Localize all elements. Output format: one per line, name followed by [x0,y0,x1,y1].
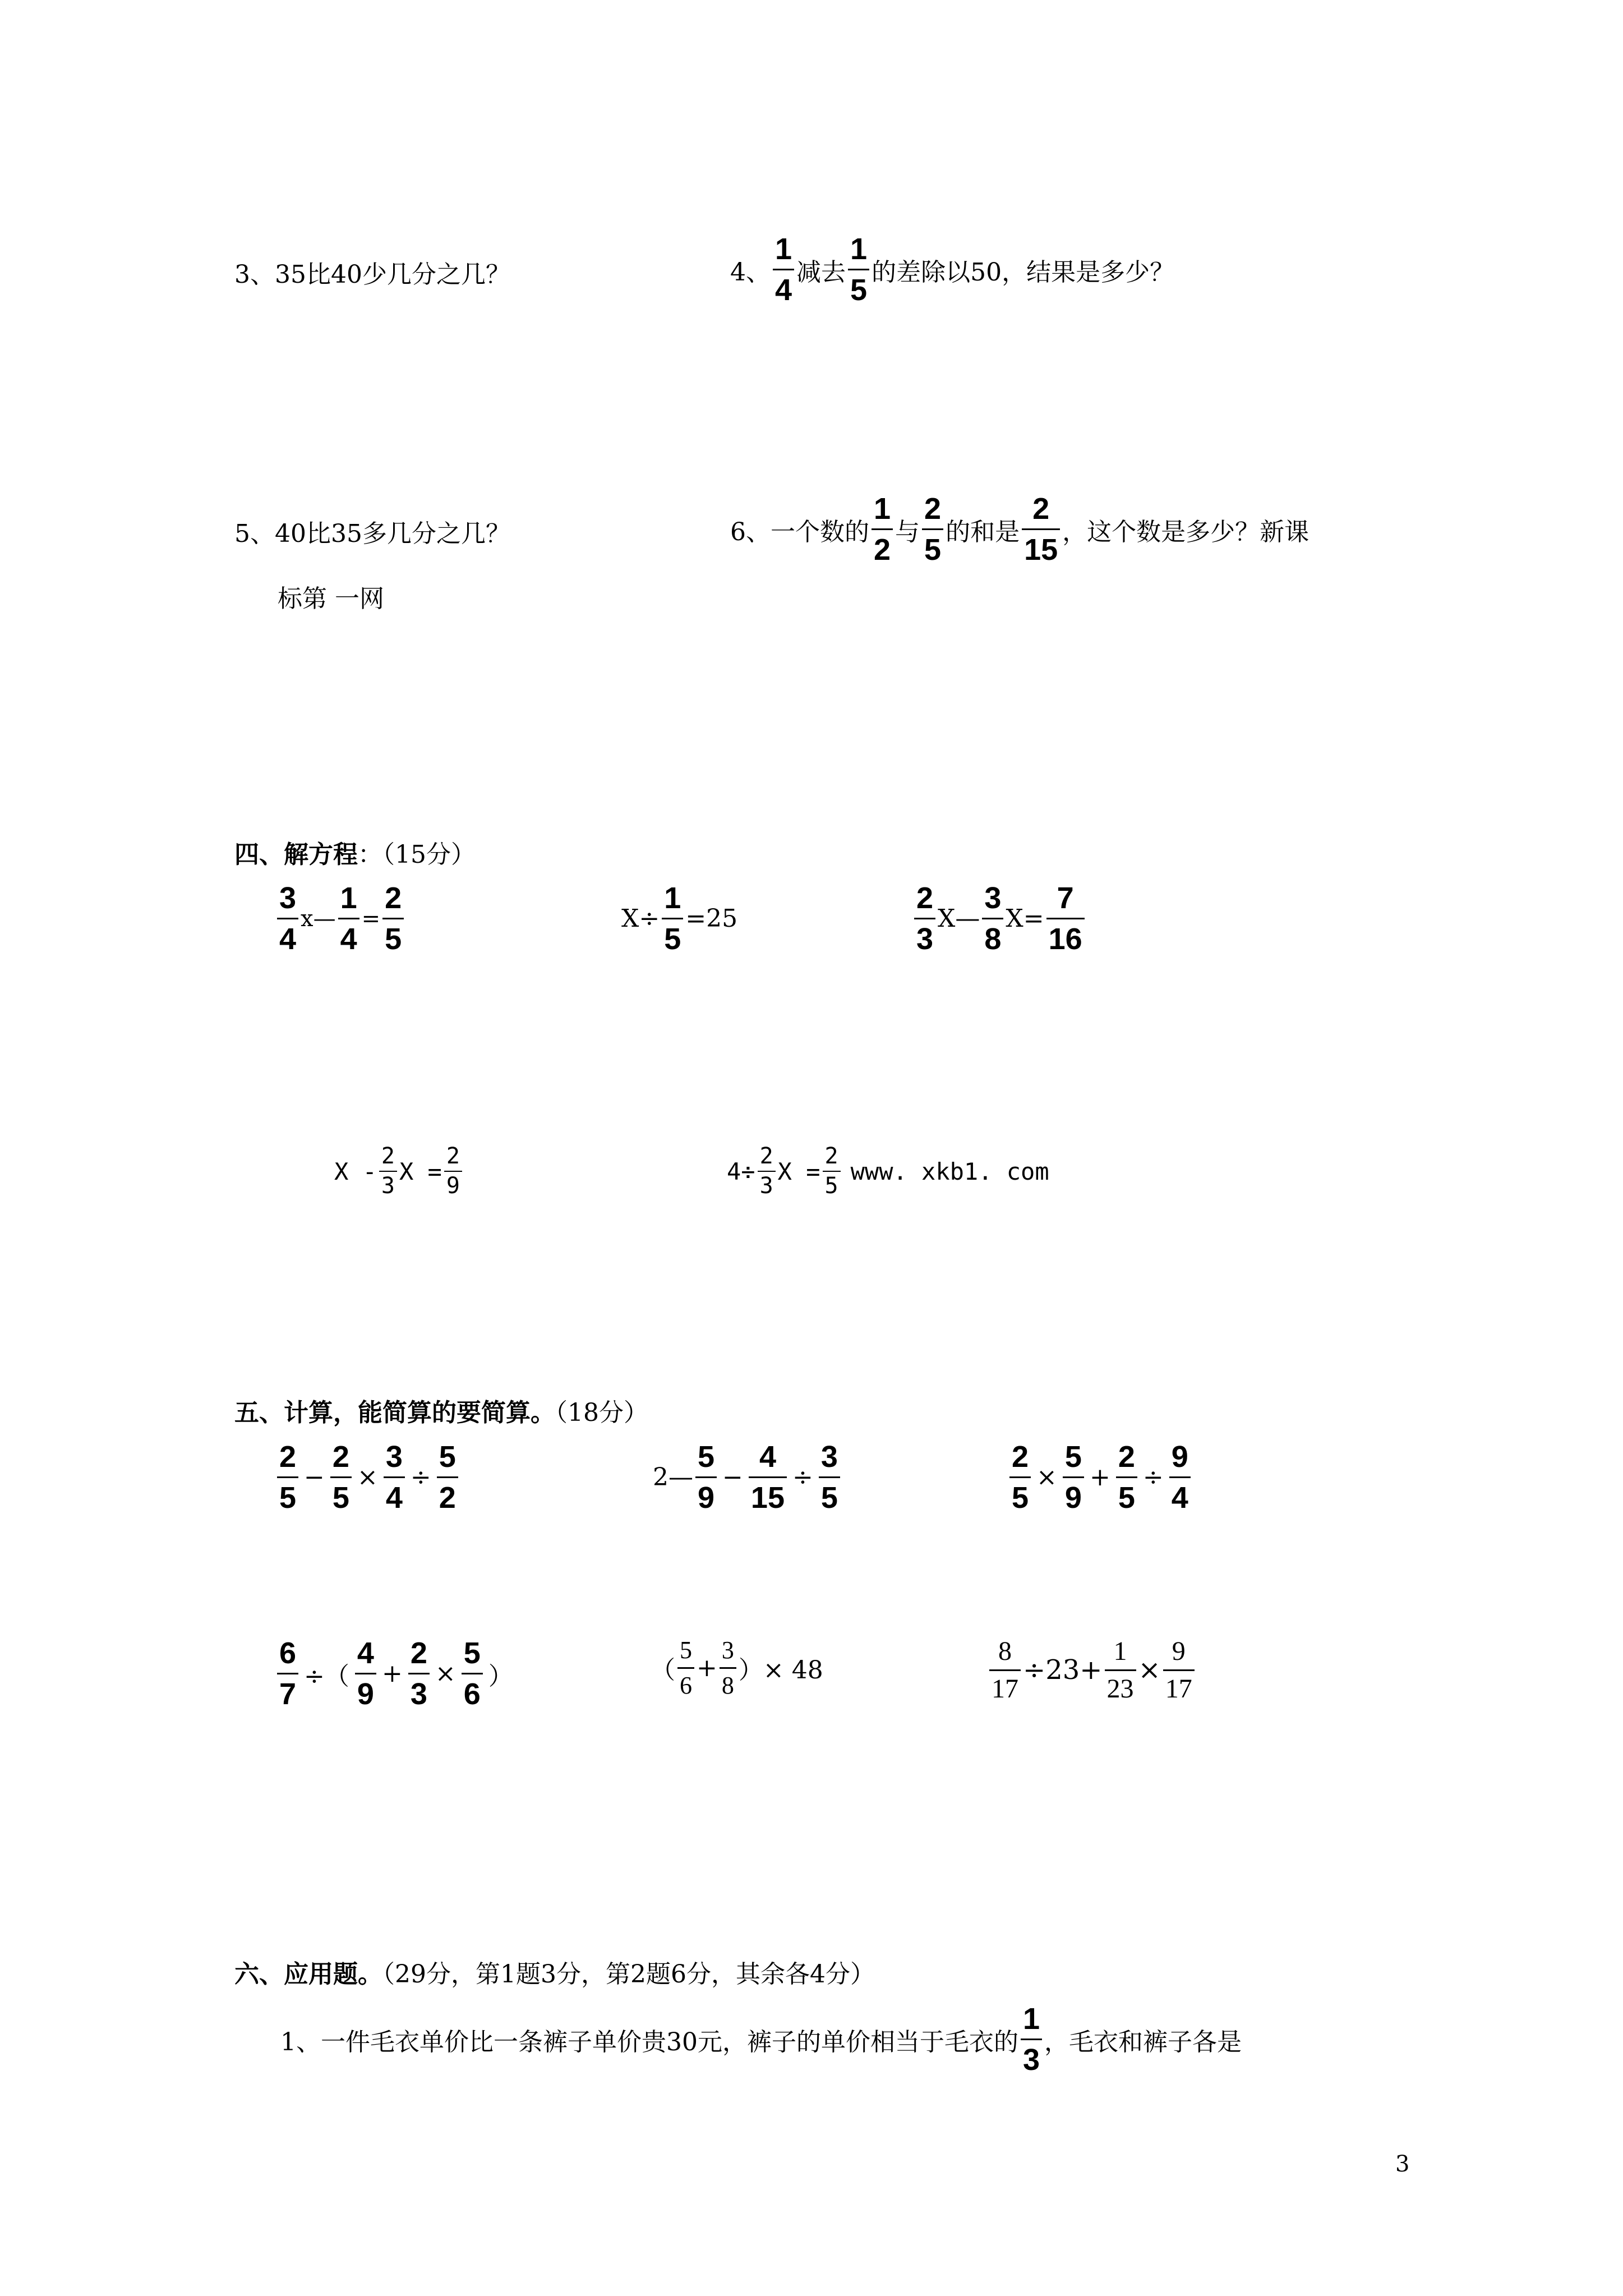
numerator: 2 [759,1143,773,1169]
numerator: 2 [1032,492,1050,526]
calc-4 [275,1637,517,1711]
question-6 [730,493,1309,567]
fraction [379,1144,397,1198]
fraction-bar [773,269,794,270]
text-segment: X = [399,1157,442,1185]
operator: ） [488,1662,513,1691]
numerator: 2 [1118,1440,1135,1474]
text-segment: 1、一件毛衣单价比一条裤子单价贵30元，裤子的单价相当于毛衣的 [280,2027,1018,2056]
operator: × [357,1463,378,1492]
equation-2 [621,882,737,956]
watermark-url: www. xkb1. com [850,1157,1049,1185]
numerator: 5 [1064,1440,1082,1474]
fraction-bar [277,918,298,919]
fraction [720,1637,736,1699]
numerator: 8 [998,1636,1012,1666]
fraction [444,1144,462,1198]
fraction [1116,1441,1137,1515]
text-segment: X = [777,1157,820,1185]
denominator: 9 [698,1481,715,1515]
fraction [749,1441,787,1515]
numerator: 3 [820,1440,838,1474]
fraction-bar [848,269,869,270]
numerator: 2 [332,1440,349,1474]
fraction [462,1637,483,1711]
denominator: 3 [759,1173,773,1199]
denominator: 4 [279,922,297,956]
section-6-heading [234,1962,875,1987]
fraction-bar [823,1171,841,1172]
fraction-bar [384,1476,405,1478]
section-4-score: ：（15分） [358,840,476,869]
text-segment: ）× 48 [738,1656,823,1685]
denominator: 9 [446,1173,460,1199]
denominator: 16 [1048,922,1082,956]
calc-3 [1007,1441,1193,1515]
denominator: 3 [410,1677,427,1711]
question-4-prefix: 4、 [730,257,771,287]
operator: × [435,1659,456,1688]
fraction [758,1144,776,1198]
denominator: 15 [1024,533,1058,567]
text-segment: （ [651,1656,675,1685]
text-segment: 4÷ [727,1157,755,1185]
fraction-bar [982,918,1003,919]
denominator: 5 [824,1173,838,1199]
denominator: 5 [924,533,942,567]
numerator: 5 [698,1440,715,1474]
fraction-1-4 [773,233,794,307]
fraction-bar [277,1476,298,1478]
fraction-bar [758,1171,776,1172]
calc-2 [653,1441,842,1515]
numerator: 2 [381,1143,395,1169]
fraction [1163,1637,1195,1704]
fraction-bar [355,1673,376,1674]
denominator: 8 [721,1671,734,1699]
numerator: 3 [385,1440,403,1474]
text-segment: 的差除以50，结果是多少？ [872,257,1175,287]
fraction-bar [1063,1476,1084,1478]
numerator: 1 [664,881,681,915]
denominator: 4 [385,1481,403,1515]
calc-6 [987,1637,1197,1704]
equation-1 [275,882,406,956]
numerator: 3 [721,1636,734,1664]
text-segment: X= [1006,904,1044,933]
fraction-bar [922,528,943,530]
numerator: 1 [775,232,792,266]
numerator: 3 [279,881,297,915]
fraction [1009,1441,1031,1515]
text-segment: × [1138,1654,1161,1686]
denominator: 3 [1022,2043,1040,2077]
equation-3 [912,882,1087,956]
fraction [819,1441,840,1515]
denominator: 3 [916,922,934,956]
question-5: 5、40比35多几分之几？ [234,519,510,548]
denominator: 4 [340,922,357,956]
fraction-bar [1105,1669,1136,1671]
denominator: 4 [775,273,792,307]
text-segment: ，毛衣和裤子各是 [1044,2027,1242,2056]
question-3: 3、35比40少几分之几？ [234,260,510,289]
text-segment: x— [301,905,336,932]
numerator: 5 [439,1440,456,1474]
denominator: 3 [381,1173,395,1199]
denominator: 15 [750,1481,785,1515]
numerator: 1 [340,881,357,915]
fraction-bar [695,1476,717,1478]
fraction [355,1637,376,1711]
text-segment: ，这个数是多少？新课 [1062,517,1310,546]
equation-5 [727,1144,1049,1198]
numerator: 5 [463,1636,481,1670]
fraction-bar [444,1171,462,1172]
fraction [384,1441,405,1515]
numerator: 2 [446,1143,460,1169]
numerator: 4 [759,1440,776,1474]
section-5-title: 五、计算，能简算的要简算。 [234,1398,555,1427]
fraction-bar [1046,918,1085,919]
fraction-bar [408,1673,430,1674]
numerator: 2 [385,881,402,915]
page-number: 3 [1395,2151,1410,2177]
fraction-1-3 [1021,2003,1042,2077]
section-6-score: （29分，第1题3分，第2题6分，其余各4分） [382,1960,875,1989]
fraction [1169,1441,1191,1515]
text-segment: + [697,1653,717,1682]
fraction-bar [872,528,893,530]
section-4-heading [234,840,476,869]
fraction-bar [662,918,683,919]
numerator: 2 [279,1440,297,1474]
fraction-bar [382,918,404,919]
fraction-2-15 [1022,493,1060,567]
calc-5 [651,1637,823,1699]
fraction-bar [379,1171,397,1172]
fraction-bar [330,1476,352,1478]
fraction-bar [1163,1669,1195,1671]
denominator: 5 [385,922,402,956]
question-5-continuation: 标第 一网 [278,585,384,613]
denominator: 5 [279,1481,297,1515]
section-5-score: （18分） [555,1398,648,1427]
fraction [437,1441,458,1515]
numerator: 9 [1171,1440,1188,1474]
fraction-bar [989,1669,1021,1671]
text-segment: X÷ [621,904,660,933]
fraction-bar [1169,1476,1191,1478]
fraction [277,1637,298,1711]
fraction-bar [1022,528,1060,530]
equation-4 [334,1144,464,1198]
text-segment: 与 [895,517,920,546]
numerator: 2 [916,881,934,915]
fraction [989,1637,1021,1704]
denominator: 9 [1064,1481,1082,1515]
denominator: 5 [820,1481,838,1515]
denominator: 7 [279,1677,297,1711]
denominator: 5 [332,1481,349,1515]
text-segment: 6、一个数的 [730,517,869,546]
fraction [677,1637,694,1699]
numerator: 4 [357,1636,374,1670]
fraction-1-5 [848,233,869,307]
fraction [823,1144,841,1198]
denominator: 9 [357,1677,374,1711]
numerator: 2 [924,492,942,526]
fraction-bar [1009,1476,1031,1478]
fraction-bar [1116,1476,1137,1478]
fraction-bar [437,1476,458,1478]
numerator: 3 [984,881,1002,915]
fraction-bar [277,1673,298,1674]
question-4 [730,233,1174,307]
numerator: 5 [680,1636,692,1664]
text-segment: X - [334,1157,377,1185]
calc-1 [275,1441,460,1515]
operator: ÷ [1142,1463,1164,1492]
fraction [1063,1441,1084,1515]
numerator: 1 [874,492,891,526]
numerator: 1 [1113,1636,1127,1666]
fraction [982,882,1003,956]
fraction [338,882,359,956]
operator: ÷（ [304,1662,349,1691]
denominator: 2 [874,533,891,567]
operator: × [1036,1463,1057,1492]
denominator: 17 [992,1673,1018,1704]
operator: + [381,1659,403,1688]
fraction [662,882,683,956]
text-segment: ÷23+ [1023,1654,1103,1686]
fraction-bar [819,1476,840,1478]
numerator: 9 [1172,1636,1186,1666]
section-5-heading [234,1398,648,1427]
text-segment: = [361,905,381,932]
text-segment: 减去 [796,257,846,287]
section-6-title: 六、应用题。 [234,1960,382,1989]
denominator: 5 [1012,1481,1029,1515]
numerator: 7 [1057,881,1074,915]
application-question-1 [280,2003,1242,2077]
operator: − [304,1463,325,1492]
fraction [330,1441,352,1515]
fraction [1046,882,1085,956]
denominator: 4 [1171,1481,1188,1515]
denominator: 6 [680,1671,692,1699]
numerator: 2 [1012,1440,1029,1474]
numerator: 2 [410,1636,427,1670]
fraction-bar [338,918,359,919]
fraction [914,882,935,956]
fraction [277,882,298,956]
operator: − [722,1463,743,1492]
text-segment: 的和是 [946,517,1020,546]
fraction-1-2 [872,493,893,567]
fraction [277,1441,298,1515]
text-segment: =25 [685,904,738,933]
fraction [408,1637,430,1711]
denominator: 23 [1106,1673,1134,1704]
numerator: 1 [1022,2002,1040,2036]
numerator: 6 [279,1636,297,1670]
fraction-bar [677,1667,694,1669]
denominator: 6 [463,1677,481,1711]
fraction-bar [1021,2039,1042,2040]
numerator: 1 [850,232,868,266]
text-segment: X— [938,904,980,933]
denominator: 5 [850,273,868,307]
fraction-bar [720,1667,736,1669]
denominator: 5 [664,922,681,956]
denominator: 5 [1118,1481,1135,1515]
numerator: 2 [824,1143,838,1169]
fraction-bar [749,1476,787,1478]
text-segment: 2— [653,1463,693,1492]
operator: ÷ [792,1463,813,1492]
fraction [1105,1637,1136,1704]
fraction [695,1441,717,1515]
denominator: 8 [984,922,1002,956]
operator: + [1089,1463,1110,1492]
fraction-bar [462,1673,483,1674]
fraction [382,882,404,956]
operator: ÷ [410,1463,431,1492]
fraction-bar [914,918,935,919]
section-4-title: 四、解方程 [234,840,358,869]
denominator: 2 [439,1481,456,1515]
denominator: 17 [1165,1673,1192,1704]
fraction-2-5 [922,493,943,567]
